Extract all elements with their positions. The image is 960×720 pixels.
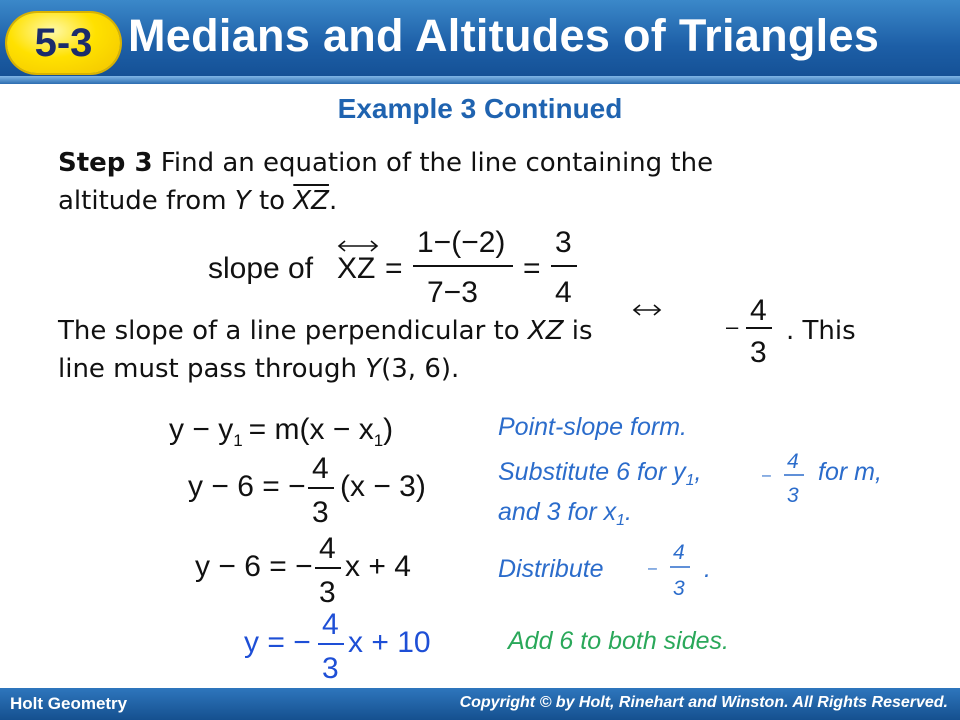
note-substitute-line2 [498, 498, 632, 530]
step-text-2c: . [328, 186, 338, 216]
perp-text-2b: (3, 6). [381, 354, 460, 384]
slope-denominator: 7−3 [427, 276, 478, 309]
minus-sign: – [726, 314, 739, 339]
note-for-m: for m, [818, 458, 882, 486]
eq2-left: y − 6 = − [188, 470, 306, 503]
lesson-title: Medians and Altitudes of Triangles [128, 10, 880, 61]
note-sub-text: Substitute 6 for y [498, 458, 686, 486]
subscript: 1 [616, 512, 626, 529]
subscript: 1 [685, 472, 695, 489]
minus-sign: – [762, 467, 771, 484]
slope-segment: XZ [337, 252, 376, 285]
frac-denominator: 3 [673, 577, 685, 600]
lesson-badge [7, 13, 120, 73]
footer-bar [0, 688, 960, 720]
equation-substituted [188, 452, 448, 532]
step-text-2b: to [250, 186, 294, 216]
note-text: and 3 for x [498, 498, 617, 526]
eq3-denominator: 3 [319, 576, 336, 609]
eq4-left: y = − [244, 626, 311, 659]
note-fraction [646, 537, 696, 601]
equation-distributed [195, 532, 435, 612]
perp-text-1b: is [563, 316, 593, 346]
frac-numerator: 4 [750, 294, 767, 327]
step-line-2 [58, 182, 337, 220]
eq3-left: y − 6 = − [195, 550, 313, 583]
eq4-right: x + 10 [348, 626, 431, 659]
note-point-slope: Point-slope form. [498, 413, 687, 441]
eq3-right: x + 4 [345, 550, 411, 583]
note-substitute [498, 458, 701, 490]
title-bar-stripe [0, 76, 960, 84]
eq1-left: $y - y_1 = m(x - x_1)$ [169, 413, 394, 450]
double-arrow-icon [339, 241, 377, 251]
equation-point-slope [165, 405, 435, 455]
slope-result-den: 4 [555, 276, 572, 309]
perp-text-1a: The slope of a line perpendicular to [58, 316, 528, 346]
eq2-denominator: 3 [312, 496, 329, 529]
segment-xz: $\overline{XZ}$ [293, 186, 329, 216]
eq2-numerator: 4 [312, 452, 329, 485]
segment-xz: XZ [527, 316, 564, 346]
slope-prefix: slope of [208, 252, 314, 285]
eq4-numerator: 4 [322, 608, 339, 641]
step-line-1 [58, 144, 713, 182]
eq3-numerator: 4 [319, 532, 336, 565]
perp-line-1 [58, 312, 593, 350]
footer-publisher: Holt Geometry [10, 694, 128, 713]
vertex-y: Y [234, 186, 251, 216]
step-text-1: Find an equation of the line containing the [152, 148, 714, 178]
lesson-number: 5-3 [34, 21, 93, 65]
footer-copyright: Copyright © by Holt, Rinehart and Winston. All Rights Reserved. [459, 694, 948, 711]
frac-denominator: 3 [787, 484, 799, 507]
equals-2: = [523, 252, 541, 285]
comma: , [694, 458, 702, 486]
eq2-right: (x − 3) [340, 470, 426, 503]
step-text-2a: altitude from [58, 186, 235, 216]
eq4-denominator: 3 [322, 652, 339, 685]
slope-numerator: 1−(−2) [417, 226, 506, 259]
perp-text-1c: . This [786, 316, 856, 346]
double-arrow-icon [632, 300, 662, 320]
period: . [625, 498, 632, 526]
minus-sign: – [648, 560, 657, 577]
step-label: Step 3 [58, 148, 153, 178]
note-distribute-period: . [704, 555, 711, 583]
slope-equation [205, 222, 585, 312]
frac-numerator: 4 [673, 541, 685, 564]
note-fraction [760, 446, 810, 508]
frac-denominator: 3 [750, 336, 767, 369]
frac-numerator: 4 [787, 450, 799, 473]
perp-line-2 [58, 350, 459, 388]
note-add-six: Add 6 to both sides. [508, 627, 729, 655]
slope-result-num: 3 [555, 226, 572, 259]
equals-1: = [385, 252, 403, 285]
point-y: Y [365, 354, 382, 384]
note-distribute: Distribute [498, 555, 604, 583]
perp-text-2a: line must pass through [58, 354, 366, 384]
equation-final [244, 608, 444, 688]
perp-slope-fraction [726, 290, 786, 370]
example-heading: Example 3 Continued [337, 93, 623, 124]
